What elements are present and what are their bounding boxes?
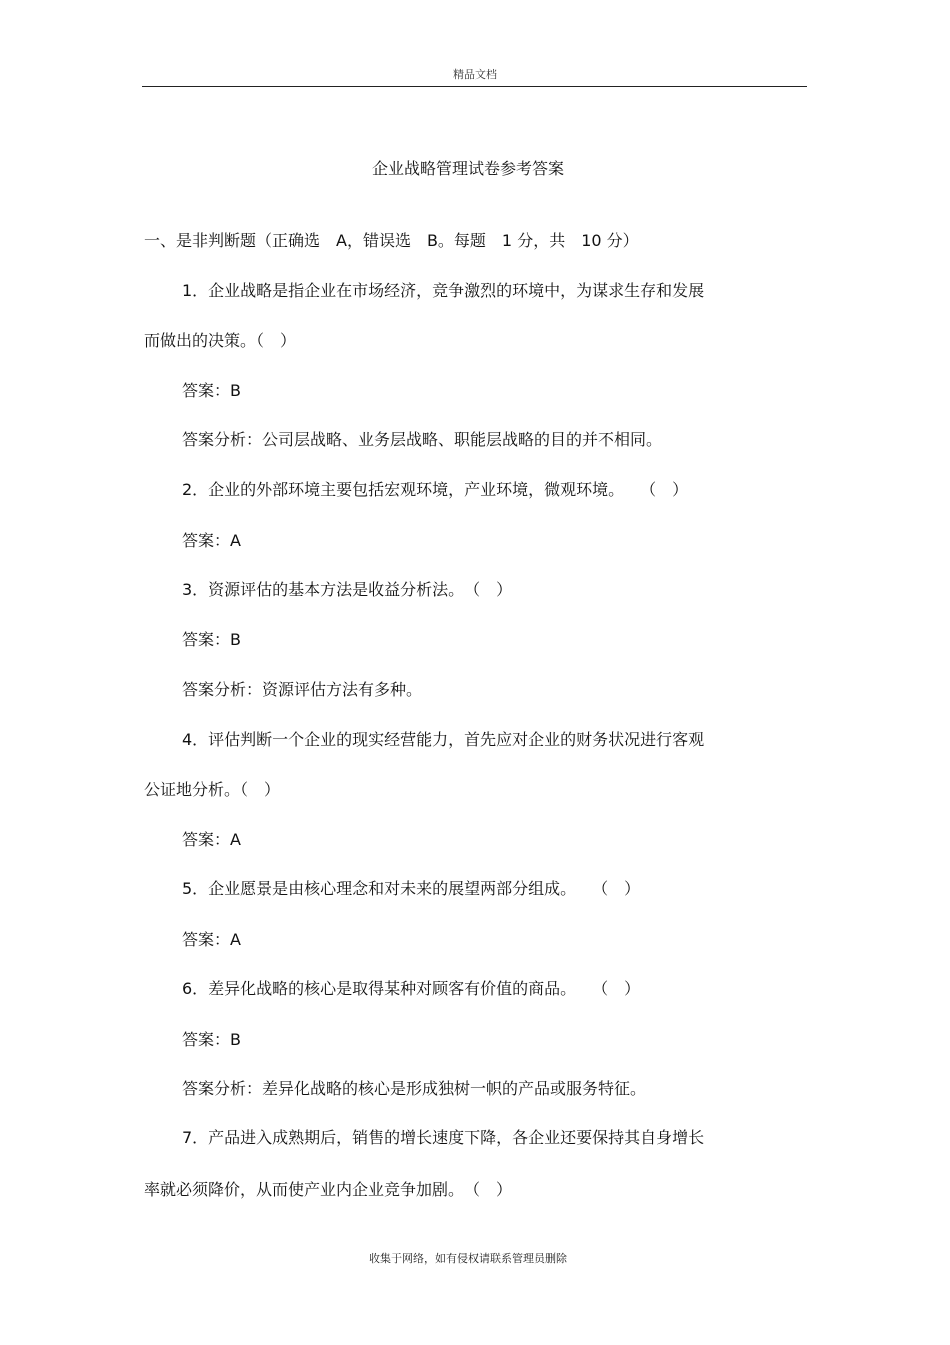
question-7-line-2: 率就必须降价，从而使产业内企业竞争加剧。 （ ）: [144, 1180, 513, 1199]
page-footer-label: 收集于网络，如有侵权请联系管理员删除: [369, 1252, 567, 1265]
question-2: 2．企业的外部环境主要包括宏观环境，产业环境，微观环境。 （ ）: [182, 480, 689, 499]
answer-analysis-3: 答案分析：资源评估方法有多种。: [182, 680, 423, 699]
question-6: 6．差异化战略的核心是取得某种对顾客有价值的商品。 （ ）: [182, 979, 641, 998]
section-heading: 一、是非判断题（正确选 A，错误选 B。每题 1 分，共 10 分）: [144, 231, 639, 250]
answer-6: 答案：B: [182, 1030, 241, 1049]
question-4-line-1: 4．评估判断一个企业的现实经营能力，首先应对企业的财务状况进行客观: [182, 730, 705, 749]
page-header-label: 精品文档: [453, 68, 497, 81]
answer-2: 答案：A: [182, 531, 241, 550]
question-1-line-1: 1．企业战略是指企业在市场经济，竞争激烈的环境中，为谋求生存和发展: [182, 281, 705, 300]
question-7-line-1: 7．产品进入成熟期后，销售的增长速度下降，各企业还要保持其自身增长: [182, 1128, 705, 1147]
answer-3: 答案：B: [182, 630, 241, 649]
answer-1: 答案：B: [182, 381, 241, 400]
header-divider: [142, 86, 807, 87]
question-1-line-2: 而做出的决策。（ ）: [144, 331, 297, 350]
question-3: 3．资源评估的基本方法是收益分析法。 （ ）: [182, 580, 513, 599]
answer-analysis-1: 答案分析：公司层战略、业务层战略、职能层战略的目的并不相同。: [182, 430, 663, 449]
answer-5: 答案：A: [182, 930, 241, 949]
question-5: 5．企业愿景是由核心理念和对未来的展望两部分组成。 （ ）: [182, 879, 641, 898]
question-4-line-2: 公证地分析。（ ）: [144, 780, 281, 799]
answer-4: 答案：A: [182, 830, 241, 849]
document-title: 企业战略管理试卷参考答案: [371, 159, 564, 178]
answer-analysis-6: 答案分析：差异化战略的核心是形成独树一帜的产品或服务特征。: [182, 1079, 647, 1098]
